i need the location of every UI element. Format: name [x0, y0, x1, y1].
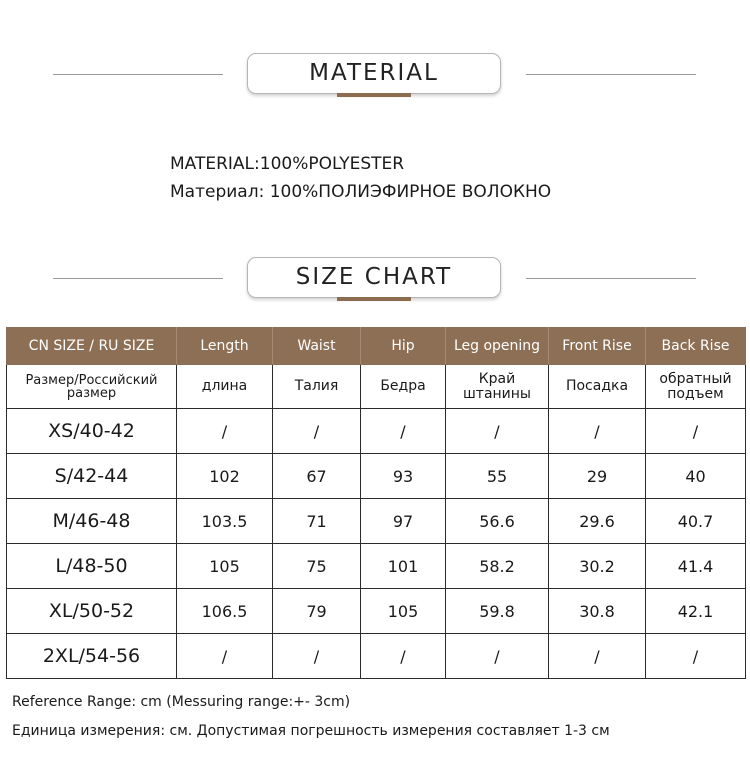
back-rise-cell: 40 — [646, 454, 746, 499]
size-cell: XL/50-52 — [7, 589, 177, 634]
table-row — [7, 409, 746, 454]
measurement-unit-note: Единица измерения: см. Допустимая погрешность измерения составляет 1-3 см — [12, 723, 610, 739]
material-line-en: MATERIAL:100%POLYESTER — [170, 154, 405, 174]
material-heading-group — [0, 53, 750, 97]
header-back-rise: Back Rise — [646, 328, 746, 365]
table-row — [7, 499, 746, 544]
front-rise-cell: 29.6 — [549, 499, 646, 544]
leg-opening-cell: 56.6 — [446, 499, 549, 544]
waist-cell: / — [273, 409, 361, 454]
back-rise-cell: / — [646, 409, 746, 454]
heading-divider-left — [53, 278, 223, 279]
hip-cell: 101 — [361, 544, 446, 589]
leg-opening-cell: 59.8 — [446, 589, 549, 634]
ru-header-size — [7, 365, 177, 409]
size-cell: 2XL/54-56 — [7, 634, 177, 679]
table-row — [7, 544, 746, 589]
table-ru-header-row — [7, 365, 746, 409]
leg-opening-cell: / — [446, 634, 549, 679]
waist-cell: / — [273, 634, 361, 679]
material-heading-box — [247, 53, 501, 94]
hip-cell: 97 — [361, 499, 446, 544]
ru-header-front-rise — [549, 365, 646, 409]
header-length: Length — [177, 328, 273, 365]
length-cell: / — [177, 409, 273, 454]
back-rise-cell: 42.1 — [646, 589, 746, 634]
front-rise-cell: 30.8 — [549, 589, 646, 634]
size-cell: XS/40-42 — [7, 409, 177, 454]
length-cell: 103.5 — [177, 499, 273, 544]
leg-opening-cell: 55 — [446, 454, 549, 499]
front-rise-cell: / — [549, 634, 646, 679]
length-cell: 105 — [177, 544, 273, 589]
ru-header-line: штанины — [462, 385, 531, 402]
material-description — [170, 150, 551, 206]
size-cell: S/42-44 — [7, 454, 177, 499]
hip-cell: 93 — [361, 454, 446, 499]
hip-cell: / — [361, 634, 446, 679]
reference-range-note: Reference Range: cm (Messuring range:+- 3cm) — [12, 694, 351, 710]
size-cell: L/48-50 — [7, 544, 177, 589]
table-header-row — [7, 328, 746, 365]
header-size: CN SIZE / RU SIZE — [7, 328, 177, 365]
ru-header-leg-opening — [446, 365, 549, 409]
back-rise-cell: 40.7 — [646, 499, 746, 544]
size-chart-heading-group — [0, 257, 750, 301]
waist-cell: 71 — [273, 499, 361, 544]
heading-divider-right — [526, 278, 696, 279]
leg-opening-cell: 58.2 — [446, 544, 549, 589]
header-hip: Hip — [361, 328, 446, 365]
ru-header-line: Талия — [294, 378, 339, 394]
heading-divider-right — [526, 74, 696, 75]
table-row — [7, 454, 746, 499]
leg-opening-cell: / — [446, 409, 549, 454]
length-cell: / — [177, 634, 273, 679]
table-row — [7, 589, 746, 634]
front-rise-cell: / — [549, 409, 646, 454]
heading-divider-left — [53, 74, 223, 75]
back-rise-cell: / — [646, 634, 746, 679]
table-row — [7, 634, 746, 679]
heading-accent-bar — [337, 93, 411, 97]
front-rise-cell: 29 — [549, 454, 646, 499]
back-rise-cell: 41.4 — [646, 544, 746, 589]
size-chart-table — [6, 327, 746, 679]
ru-header-line: размер — [66, 385, 117, 401]
hip-cell: / — [361, 409, 446, 454]
material-heading: MATERIAL — [309, 59, 439, 86]
hip-cell: 105 — [361, 589, 446, 634]
waist-cell: 67 — [273, 454, 361, 499]
size-chart-heading: SIZE CHART — [295, 263, 453, 290]
ru-header-line: подъем — [667, 385, 724, 402]
material-line-ru: Материал: 100%ПОЛИЭФИРНОЕ ВОЛОКНО — [170, 182, 552, 202]
front-rise-cell: 30.2 — [549, 544, 646, 589]
heading-accent-bar — [337, 297, 411, 301]
header-front-rise: Front Rise — [549, 328, 646, 365]
ru-header-line: Размер/Российский — [25, 372, 158, 388]
length-cell: 102 — [177, 454, 273, 499]
waist-cell: 79 — [273, 589, 361, 634]
size-cell: M/46-48 — [7, 499, 177, 544]
waist-cell: 75 — [273, 544, 361, 589]
ru-header-line: длина — [201, 378, 248, 394]
ru-header-line: обратный — [659, 370, 732, 387]
length-cell: 106.5 — [177, 589, 273, 634]
ru-header-length — [177, 365, 273, 409]
size-chart-heading-box — [247, 257, 501, 298]
ru-header-line: Бедра — [380, 378, 426, 394]
ru-header-line: Посадка — [565, 378, 629, 394]
ru-header-hip — [361, 365, 446, 409]
header-leg-opening: Leg opening — [446, 328, 549, 365]
header-waist: Waist — [273, 328, 361, 365]
ru-header-line: Край — [478, 370, 516, 387]
ru-header-back-rise — [646, 365, 746, 409]
ru-header-waist — [273, 365, 361, 409]
